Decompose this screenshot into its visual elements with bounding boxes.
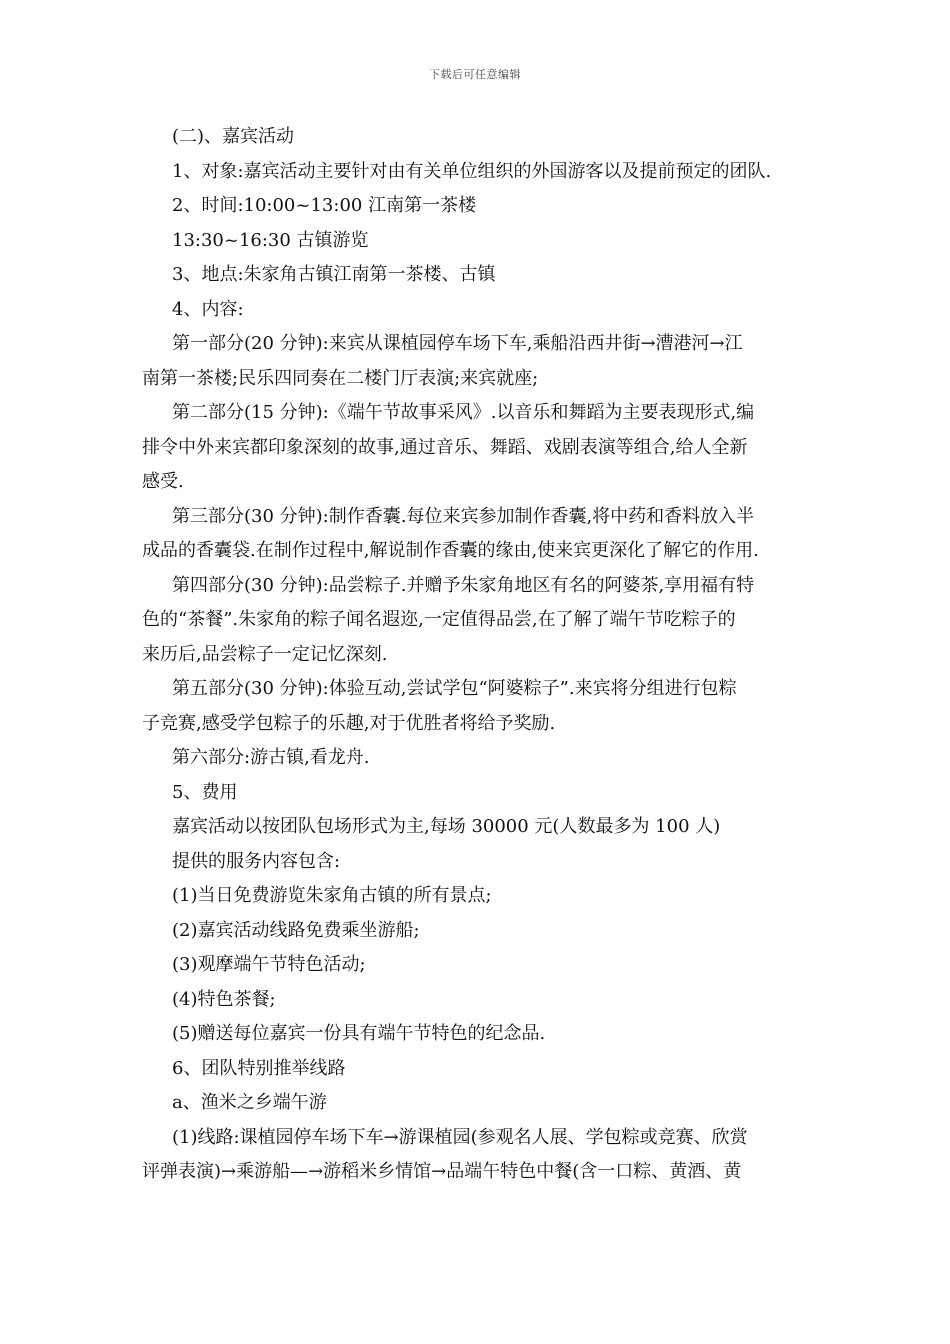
paragraph-line: (3)观摩端午节特色活动; [172, 954, 366, 975]
paragraph-continuation-line: 子竞赛,感受学包粽子的乐趣,对于优胜者将给予奖励. [142, 712, 556, 734]
page-header-note: 下载后可任意编辑 [429, 68, 521, 81]
paragraph-line: 13:30~16:30 古镇游览 [172, 229, 369, 251]
paragraph-continuation-line: 成品的香囊袋.在制作过程中,解说制作香囊的缘由,使来宾更深化了解它的作用. [142, 540, 759, 561]
paragraph-line: 第六部分:游古镇,看龙舟. [172, 747, 370, 768]
paragraph-line: 5、费用 [172, 781, 238, 803]
paragraph-line: (2)嘉宾活动线路免费乘坐游船; [172, 919, 420, 941]
paragraph-line: 第一部分(20 分钟):来宾从课植园停车场下车,乘船沿西井街→漕港河→江 [172, 333, 743, 354]
paragraph-line: 嘉宾活动以按团队包场形式为主,每场 30000 元(人数最多为 100 人) [172, 816, 721, 837]
paragraph-continuation-line: 评弹表演)→乘游船—→游稻米乡情馆→品端午特色中餐(含一口粽、黄酒、黄 [142, 1161, 742, 1182]
paragraph-continuation-line: 来历后,品尝粽子一定记忆深刻. [142, 643, 388, 665]
paragraph-continuation-line: 南第一茶楼;民乐四同奏在二楼门厅表演;来宾就座; [142, 367, 539, 389]
paragraph-line: 3、地点:朱家角古镇江南第一茶楼、古镇 [172, 264, 496, 285]
paragraph-line: (1)当日免费游览朱家角古镇的所有景点; [172, 885, 492, 906]
paragraph-line: a、渔米之乡端午游 [172, 1092, 327, 1113]
paragraph-line: 6、团队特别推举线路 [172, 1057, 346, 1079]
paragraph-continuation-line: 色的“茶餐”.朱家角的粽子闻名遐迩,一定值得品尝,在了解了端午节吃粽子的 [142, 609, 736, 630]
paragraph-line: 2、时间:10:00~13:00 江南第一茶楼 [172, 195, 477, 216]
paragraph-line: 1、对象:嘉宾活动主要针对由有关单位组织的外国游客以及提前预定的团队. [172, 160, 772, 182]
paragraph-line: 提供的服务内容包含: [172, 850, 341, 872]
paragraph-continuation-line: 感受. [142, 471, 184, 492]
paragraph-line: (1)线路:课植园停车场下车→游课植园(参观名人展、学包粽或竞赛、欣赏 [172, 1126, 748, 1148]
paragraph-continuation-line: 排令中外来宾都印象深刻的故事,通过音乐、舞蹈、戏剧表演等组合,给人全新 [142, 436, 748, 458]
paragraph-line: 第三部分(30 分钟):制作香囊.每位来宾参加制作香囊,将中药和香料放入半 [172, 505, 755, 527]
paragraph-line: (二)、嘉宾活动 [172, 126, 295, 147]
paragraph-line: 4、内容: [172, 298, 244, 320]
paragraph-line: (4)特色茶餐; [172, 988, 276, 1010]
paragraph-line: 第二部分(15 分钟):《端午节故事采风》.以音乐和舞蹈为主要表现形式,编 [172, 402, 755, 423]
paragraph-line: 第四部分(30 分钟):品尝粽子.并赠予朱家角地区有名的阿婆茶,享用福有特 [172, 574, 755, 596]
document-body [142, 120, 812, 1190]
paragraph-line: 第五部分(30 分钟):体验互动,尝试学包“阿婆粽子”.来宾将分组进行包粽 [172, 678, 737, 699]
paragraph-line: (5)赠送每位嘉宾一份具有端午节特色的纪念品. [172, 1023, 546, 1044]
